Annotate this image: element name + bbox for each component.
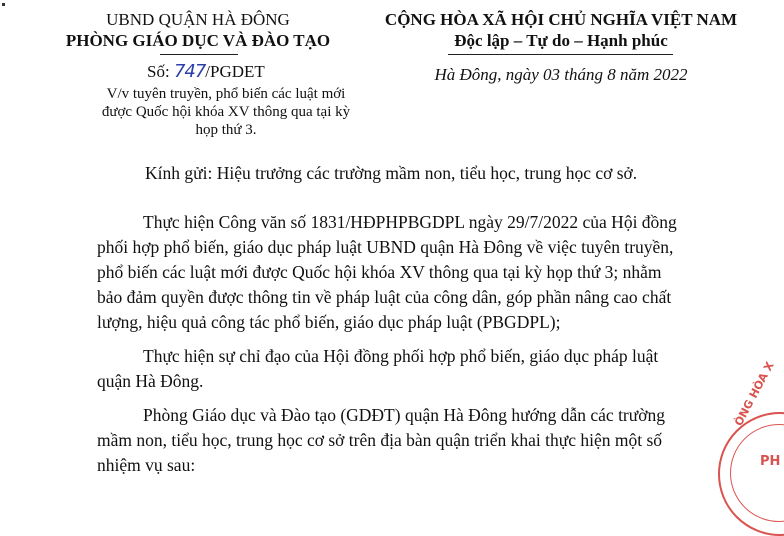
paragraph-2-line-2: quận Hà Đông. — [97, 371, 204, 391]
paragraph-3-line-2: mầm non, tiểu học, trung học cơ sở trên địa bàn quận triển khai thực hiện một số — [97, 430, 663, 450]
paragraph-1-line-3: phổ biến các luật mới được Quốc hội khóa XV thông qua tại kỳ họp thứ 3; nhằm — [97, 262, 662, 282]
country-name: CỘNG HÒA XÃ HỘI CHỦ NGHĨA VIỆT NAM — [384, 10, 738, 29]
document-number-suffix: /PGDET — [205, 62, 265, 81]
paragraph-1-line-4: bảo đảm quyền được thông tin về pháp luật của công dân, góp phần nâng cao chất — [97, 287, 672, 307]
stamp-text-side: PH — [760, 454, 781, 469]
subject-line-2: được Quốc hội khóa XV thông qua tại kỳ — [101, 104, 351, 120]
issuing-department: PHÒNG GIÁO DỤC VÀ ĐÀO TẠO — [65, 31, 331, 50]
recipient-line: Kính gửi: Hiệu trưởng các trường mầm non, tiểu học, trung học cơ sở. — [145, 163, 638, 183]
national-motto: Độc lập – Tự do – Hạnh phúc — [454, 31, 668, 50]
official-seal-stamp — [718, 359, 784, 536]
document-number — [147, 62, 265, 82]
official-seal-inner-ring — [730, 424, 784, 522]
stamp-text-top: ÒNG HÒA X — [732, 359, 777, 429]
document-number-prefix: Số: — [147, 62, 170, 81]
subject-line-3: họp thứ 3. — [195, 122, 257, 138]
paragraph-3-line-3: nhiệm vụ sau: — [97, 455, 196, 475]
paragraph-2-line-1: Thực hiện sự chỉ đạo của Hội đồng phối hợp phổ biến, giáo dục pháp luật — [143, 346, 659, 366]
paragraph-1-line-2: phối hợp phổ biến, giáo dục pháp luật UBND quận Hà Đông về việc tuyên truyền, — [97, 237, 674, 257]
subject-line-1: V/v tuyên truyền, phổ biến các luật mới — [106, 86, 346, 102]
issuing-authority: UBND QUẬN HÀ ĐÔNG — [106, 10, 290, 29]
motto-underline — [448, 54, 673, 55]
document-number-handwritten: 747 — [173, 61, 206, 82]
header-left-underline — [160, 54, 238, 55]
paragraph-1-line-1: Thực hiện Công văn số 1831/HĐPHPBGDPL ngày 29/7/2022 của Hội đồng — [143, 212, 677, 232]
scan-artifact-dot — [2, 3, 5, 6]
paragraph-1-line-5: lượng, hiệu quả công tác phổ biến, giáo dục pháp luật (PBGDPL); — [97, 312, 561, 332]
paragraph-3-line-1: Phòng Giáo dục và Đào tạo (GDĐT) quận Hà Đông hướng dẫn các trường — [143, 405, 666, 425]
place-and-date: Hà Đông, ngày 03 tháng 8 năm 2022 — [434, 65, 688, 84]
